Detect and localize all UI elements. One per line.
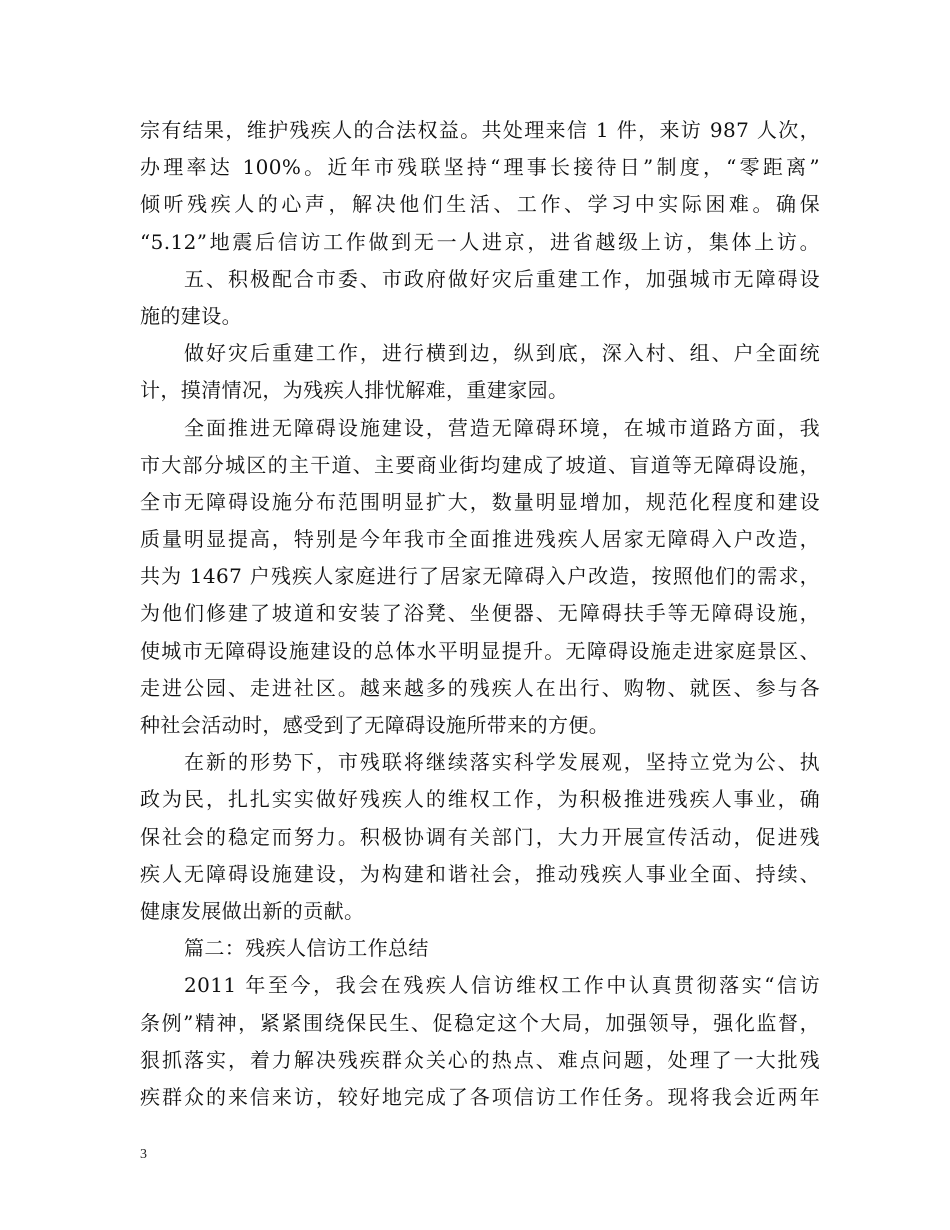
text-line: 疾人无障碍设施建设，为构建和谐社会，推动残疾人事业全面、持续、 bbox=[140, 861, 820, 886]
text-line: 保社会的稳定而努力。积极协调有关部门，大力开展宣传活动，促进残 bbox=[140, 824, 820, 849]
text-line: 条例”精神，紧紧围绕保民生、促稳定这个大局，加强领导，强化监督， bbox=[140, 1010, 820, 1035]
text-line: 2011 年至今，我会在残疾人信访维权工作中认真贯彻落实“信访 bbox=[184, 973, 820, 998]
text-line: 在新的形势下，市残联将继续落实科学发展观，坚持立党为公、执 bbox=[184, 750, 820, 775]
text-line: 狠抓落实，着力解决残疾群众关心的热点、难点问题，处理了一大批残 bbox=[140, 1047, 820, 1072]
text-line: 办理率达 100%。近年市残联坚持“理事长接待日”制度，“零距离” bbox=[140, 155, 820, 180]
body-text bbox=[140, 112, 820, 1116]
text-line: 宗有结果，维护残疾人的合法权益。共处理来信 1 件，来访 987 人次， bbox=[140, 118, 820, 142]
text-line: 全面推进无障碍设施建设，营造无障碍环境，在城市道路方面，我 bbox=[184, 415, 820, 440]
text-line: 健康发展做出新的贡献。 bbox=[140, 898, 365, 923]
text-line: “5.12”地震后信访工作做到无一人进京，进省越级上访，集体上访。 bbox=[140, 229, 820, 254]
section-heading-line: 五、积极配合市委、市政府做好灾后重建工作，加强城市无障碍设 bbox=[184, 266, 820, 291]
text-line: 政为民，扎扎实实做好残疾人的维权工作，为积极推进残疾人事业，确 bbox=[140, 787, 820, 812]
page-number: 3 bbox=[140, 1147, 147, 1162]
text-line: 疾群众的来信来访，较好地完成了各项信访工作任务。现将我会近两年 bbox=[140, 1084, 820, 1109]
text-line: 施的建设。 bbox=[140, 303, 242, 328]
text-line: 倾听残疾人的心声，解决他们生活、工作、学习中实际困难。确保 bbox=[140, 192, 820, 217]
text-line: 为他们修建了坡道和安装了浴凳、坐便器、无障碍扶手等无障碍设施， bbox=[140, 601, 820, 626]
text-line: 走进公园、走进社区。越来越多的残疾人在出行、购物、就医、参与各 bbox=[140, 675, 820, 700]
text-line: 做好灾后重建工作，进行横到边，纵到底，深入村、组、户全面统 bbox=[184, 341, 820, 366]
text-line: 质量明显提高，特别是今年我市全面推进残疾人居家无障碍入户改造， bbox=[140, 527, 820, 552]
text-line: 种社会活动时，感受到了无障碍设施所带来的方便。 bbox=[140, 713, 610, 737]
text-line: 使城市无障碍设施建设的总体水平明显提升。无障碍设施走进家庭景区、 bbox=[140, 638, 820, 663]
text-line: 全市无障碍设施分布范围明显扩大，数量明显增加，规范化程度和建设 bbox=[140, 489, 820, 514]
text-line: 计，摸清情况，为残疾人排忧解难，重建家园。 bbox=[140, 378, 569, 403]
section-title: 篇二：残疾人信访工作总结 bbox=[184, 936, 429, 961]
text-line: 市大部分城区的主干道、主要商业街均建成了坡道、盲道等无障碍设施， bbox=[140, 452, 820, 477]
text-line: 共为 1467 户残疾人家庭进行了居家无障碍入户改造，按照他们的需求， bbox=[140, 564, 820, 589]
